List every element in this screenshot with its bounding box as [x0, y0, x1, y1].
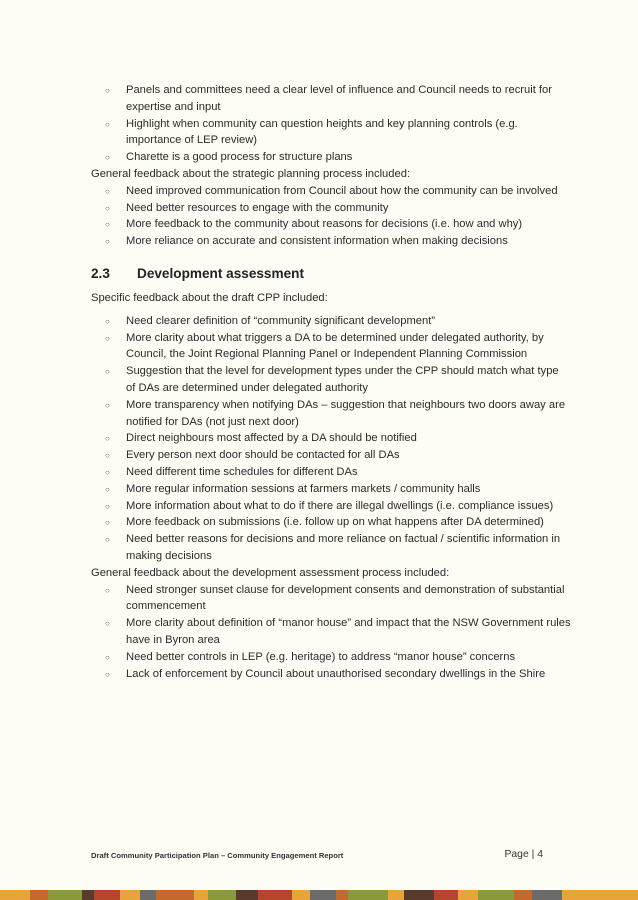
- list-item: ○ Lack of enforcement by Council about unauthorised secondary dwellings in the Shire: [91, 666, 571, 683]
- bullet-icon: ○: [105, 619, 110, 629]
- stripe-segment: [258, 890, 292, 900]
- page-number: Page | 4: [504, 849, 543, 860]
- bullet-icon: ○: [105, 518, 110, 528]
- bullet-icon: ○: [105, 316, 110, 326]
- list-item: ○ More feedback to the community about reasons for decisions (i.e. how and why): [91, 216, 571, 233]
- list-item: ○ Need better controls in LEP (e.g. heritage) to address “manor house” concerns: [91, 649, 571, 666]
- list-item: ○ More transparency when notifying DAs – suggestion that neighbours two doors away are notified for DAs (not just next door): [105, 398, 566, 428]
- stripe-segment: [236, 890, 258, 900]
- decorative-color-stripe: [0, 890, 638, 900]
- bullet-icon: ○: [105, 484, 110, 494]
- intro-paragraph-development: General feedback about the development assessment process included:: [91, 566, 450, 579]
- bullet-list-4: [91, 582, 571, 683]
- stripe-segment: [478, 890, 514, 900]
- bullet-icon: ○: [105, 186, 110, 196]
- stripe-segment: [404, 890, 434, 900]
- list-item: ○ Suggestion that the level for development types under the CPP should match what type of DAs are determined under delegated authority: [105, 365, 559, 394]
- section-title: Development assessment: [137, 265, 304, 281]
- stripe-segment: [458, 890, 478, 900]
- list-item: ○ Need better reasons for decisions and more reliance on factual / scientific information in making decisions: [105, 533, 561, 562]
- stripe-segment: [82, 890, 94, 900]
- intro-paragraph-strategic: General feedback about the strategic planning process included:: [91, 167, 411, 180]
- list-item: ○ Need stronger sunset clause for development consents and demonstration of substantial commencement: [105, 583, 565, 613]
- list-item: ○ More information about what to do if there are illegal dwellings (i.e. compliance issues): [91, 498, 571, 515]
- list-item: ○ Need improved communication from Council about how the community can be involved: [91, 183, 571, 200]
- stripe-segment: [140, 890, 156, 900]
- bullet-icon: ○: [105, 400, 110, 410]
- bullet-icon: ○: [105, 220, 110, 230]
- bullet-icon: ○: [105, 535, 110, 545]
- section-number: 2.3: [91, 265, 110, 281]
- list-item: ○ More regular information sessions at farmers markets / community halls: [91, 481, 571, 498]
- list-item: ○ Charette is a good process for structure plans: [91, 149, 571, 166]
- stripe-segment: [48, 890, 82, 900]
- bullet-icon: ○: [105, 119, 110, 129]
- bullet-icon: ○: [105, 153, 110, 163]
- bullet-list-3: [91, 313, 571, 565]
- bullet-icon: ○: [105, 237, 110, 247]
- list-item: ○ More reliance on accurate and consistent information when making decisions: [91, 233, 571, 250]
- bullet-icon: ○: [105, 367, 110, 377]
- stripe-segment: [0, 890, 30, 900]
- stripe-segment: [208, 890, 236, 900]
- bullet-icon: ○: [105, 333, 110, 343]
- stripe-segment: [292, 890, 310, 900]
- intro-paragraph-draft-cpp: Specific feedback about the draft CPP included:: [91, 291, 328, 304]
- bullet-icon: ○: [105, 652, 110, 662]
- section-heading: [91, 264, 571, 284]
- list-item: ○ More clarity about what triggers a DA to be determined under delegated authority, by Council, the Joint Regional Planning Panel or Independent Planning Commission: [105, 331, 544, 361]
- stripe-segment: [30, 890, 48, 900]
- page-footer: [91, 848, 543, 866]
- stripe-segment: [310, 890, 336, 900]
- list-item: ○ More feedback on submissions (i.e. follow up on what happens after DA determined): [91, 514, 571, 531]
- stripe-segment: [514, 890, 532, 900]
- bullet-icon: ○: [105, 467, 110, 477]
- stripe-segment: [120, 890, 140, 900]
- list-item: ○ Panels and committees need a clear level of influence and Council needs to recruit for expertise and input: [105, 84, 552, 113]
- list-item: ○ Need better resources to engage with the community: [91, 200, 571, 217]
- footer-title: Draft Community Participation Plan – Community Engagement Report: [91, 851, 344, 860]
- bullet-icon: ○: [105, 501, 110, 511]
- bullet-list-2: [91, 183, 571, 250]
- stripe-segment: [587, 890, 638, 900]
- stripe-segment: [434, 890, 458, 900]
- page-content: [91, 82, 571, 682]
- bullet-icon: ○: [105, 203, 110, 213]
- stripe-segment: [532, 890, 562, 900]
- stripe-segment: [348, 890, 388, 900]
- stripe-segment: [388, 890, 404, 900]
- list-item: ○ Need different time schedules for different DAs: [91, 464, 571, 481]
- bullet-icon: ○: [105, 585, 110, 595]
- list-item: ○ Highlight when community can question heights and key planning controls (e.g. importance of LEP review): [105, 117, 518, 147]
- bullet-icon: ○: [105, 451, 110, 461]
- bullet-icon: ○: [105, 669, 110, 679]
- list-item: ○ Every person next door should be contacted for all DAs: [91, 447, 571, 464]
- stripe-segment: [562, 890, 587, 900]
- list-item: ○ Need clearer definition of “community significant development”: [91, 313, 571, 330]
- list-item: ○ Direct neighbours most affected by a DA should be notified: [91, 430, 571, 447]
- stripe-segment: [156, 890, 194, 900]
- bullet-list-1: [91, 82, 571, 166]
- stripe-segment: [336, 890, 348, 900]
- bullet-icon: ○: [105, 434, 110, 444]
- stripe-segment: [194, 890, 208, 900]
- stripe-segment: [94, 890, 120, 900]
- bullet-icon: ○: [105, 86, 110, 95]
- list-item: ○ More clarity about definition of “manor house” and impact that the NSW Government rules have in Byron area: [105, 617, 571, 646]
